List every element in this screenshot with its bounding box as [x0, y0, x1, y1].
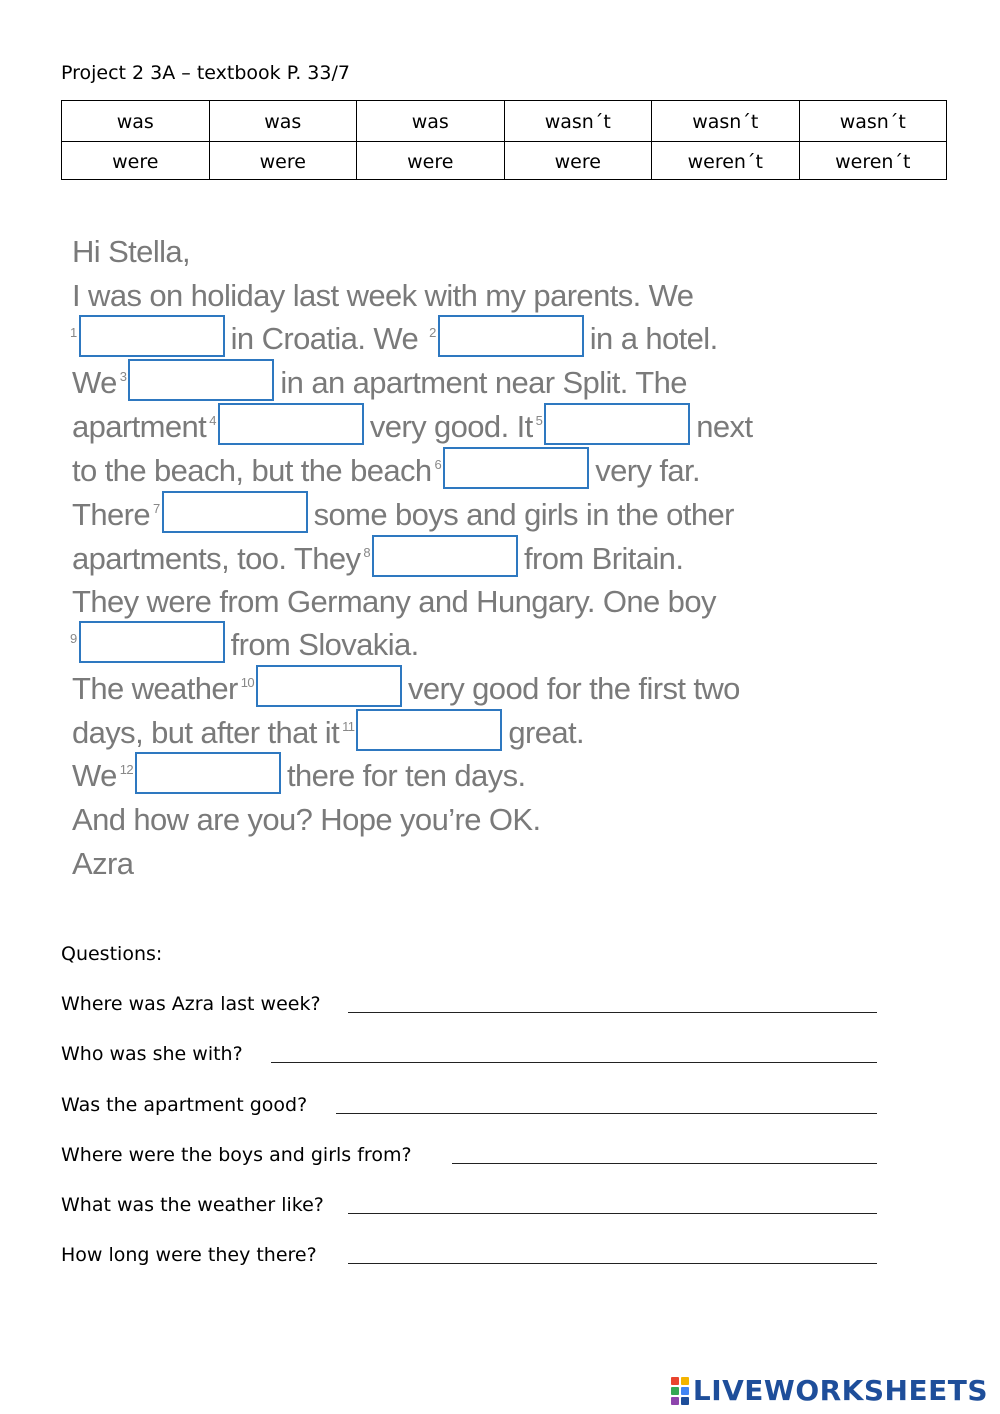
letter-line: to the beach, but the beach $^6$ very far.: [72, 449, 700, 493]
answer-blank-6[interactable]: [443, 447, 589, 489]
answer-line-6[interactable]: [348, 1263, 877, 1264]
word-bank-cell: weren´t: [799, 142, 947, 180]
answer-line-4[interactable]: [452, 1163, 877, 1164]
answer-line-5[interactable]: [348, 1213, 877, 1214]
letter-line: And how are you? Hope you’re OK.: [72, 802, 541, 837]
question-text: Where were the boys and girls from?: [61, 1144, 412, 1166]
word-bank-cell: wasn´t: [504, 101, 652, 142]
letter-line: I was on holiday last week with my parents. We: [72, 278, 694, 313]
answer-blank-1[interactable]: [79, 315, 225, 357]
blank-number: 5: [535, 413, 543, 428]
answer-blank-2[interactable]: [438, 315, 584, 357]
word-bank-cell: were: [357, 142, 505, 180]
letter-line: apartments, too. They $^8$ from Britain.: [72, 537, 683, 581]
letter-line: We $^{12}$ there for ten days.: [72, 754, 525, 798]
letter-line: days, but after that it $^{11}$ great.: [72, 711, 584, 755]
word-bank-cell: was: [209, 101, 357, 142]
word-bank-cell: was: [357, 101, 505, 142]
answer-blank-7[interactable]: [162, 491, 308, 533]
blank-number: 2: [429, 325, 436, 340]
question-text: Where was Azra last week?: [61, 993, 321, 1015]
blank-number: 8: [363, 545, 371, 560]
letter-line: The weather $^{10}$ very good for the first two: [72, 667, 740, 711]
question-text: Who was she with?: [61, 1043, 243, 1065]
word-bank-row-2: [62, 142, 947, 180]
answer-line-1[interactable]: [348, 1012, 877, 1013]
letter-line: apartment $^4$ very good. It $^5$ next: [72, 405, 752, 449]
word-bank-cell: were: [504, 142, 652, 180]
letter-signature: Azra: [72, 846, 134, 881]
page-title: Project 2 3A – textbook P. 33/7: [61, 62, 350, 84]
question-text: How long were they there?: [61, 1244, 317, 1266]
letter-line: There $^7$ some boys and girls in the other: [72, 493, 734, 537]
letter-line: $^1$ in Croatia. We $^2$ in a hotel.: [70, 317, 718, 361]
blank-number: 1: [70, 325, 77, 340]
blank-number: 7: [152, 501, 160, 516]
blank-number: 12: [119, 762, 134, 777]
blank-number: 9: [70, 631, 77, 646]
answer-blank-10[interactable]: [256, 665, 402, 707]
word-bank-row-1: [62, 101, 947, 142]
blank-number: 6: [434, 457, 442, 472]
letter-line: They were from Germany and Hungary. One boy: [72, 584, 716, 619]
logo-text: LIVEWORKSHEETS: [692, 1374, 988, 1407]
liveworksheets-logo: [671, 1374, 988, 1407]
letter-greeting: Hi Stella,: [72, 234, 191, 269]
blank-number: 3: [119, 369, 127, 384]
answer-blank-8[interactable]: [372, 535, 518, 577]
answer-line-2[interactable]: [271, 1062, 877, 1063]
question-text: What was the weather like?: [61, 1194, 324, 1216]
answer-blank-9[interactable]: [79, 621, 225, 663]
word-bank-table: [61, 100, 947, 180]
answer-blank-3[interactable]: [128, 359, 274, 401]
word-bank-cell: were: [209, 142, 357, 180]
blank-number: 10: [240, 675, 254, 690]
letter-line: $^9$ from Slovakia.: [70, 623, 419, 667]
blank-number: 11: [342, 719, 355, 734]
question-text: Was the apartment good?: [61, 1094, 308, 1116]
word-bank-cell: wasn´t: [799, 101, 947, 142]
answer-blank-12[interactable]: [135, 752, 281, 794]
word-bank-cell: was: [62, 101, 210, 142]
questions-heading: Questions:: [61, 943, 163, 965]
blank-number: 4: [209, 413, 216, 428]
answer-blank-4[interactable]: [218, 403, 364, 445]
logo-grid-icon: [671, 1377, 689, 1405]
word-bank-cell: weren´t: [652, 142, 800, 180]
letter-line: We $^3$ in an apartment near Split. The: [72, 361, 687, 405]
answer-blank-11[interactable]: [356, 709, 502, 751]
answer-line-3[interactable]: [336, 1113, 877, 1114]
word-bank-cell: wasn´t: [652, 101, 800, 142]
word-bank-cell: were: [62, 142, 210, 180]
answer-blank-5[interactable]: [544, 403, 690, 445]
